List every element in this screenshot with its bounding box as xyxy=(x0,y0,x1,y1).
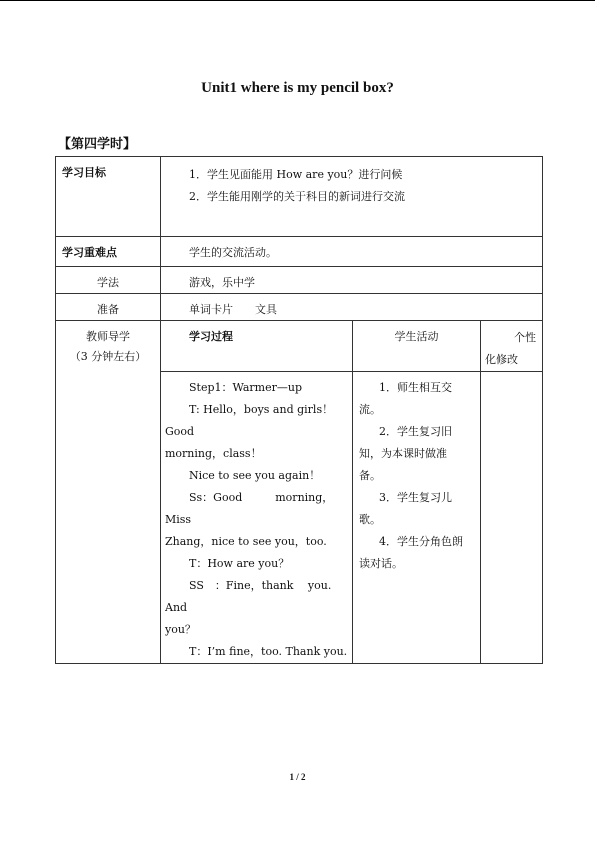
method-label: 学法 xyxy=(56,267,161,294)
section-heading: 【第四学时】 xyxy=(58,137,137,152)
objectives-content xyxy=(161,157,543,237)
page-number: 1 / 2 xyxy=(289,772,306,782)
process-line: you？ xyxy=(165,623,196,636)
preparation-label: 准备 xyxy=(56,294,161,321)
guide-label xyxy=(56,321,161,664)
top-rule xyxy=(0,0,595,1)
activity-line: 流。 xyxy=(359,403,381,416)
row-method xyxy=(56,267,543,294)
process-header: 学习过程 xyxy=(161,321,353,372)
row-key-points xyxy=(56,237,543,267)
activity-content xyxy=(353,372,481,664)
process-line: T：I’m fine，too. Thank you. xyxy=(189,645,348,658)
activity-line: 2．学生复习旧 xyxy=(379,425,452,438)
method-value: 游戏，乐中学 xyxy=(161,267,543,294)
process-line: SS ：Fine，thank you. And xyxy=(165,579,332,614)
personal-header xyxy=(481,321,543,372)
activity-line: 4．学生分角色朗 xyxy=(379,535,463,548)
personal-content xyxy=(481,372,543,664)
objectives-label: 学习目标 xyxy=(56,157,161,237)
activity-line: 备。 xyxy=(359,469,381,482)
activity-line: 1．师生相互交 xyxy=(379,381,452,394)
objective-item: 1．学生见面能用 How are you？进行问候 xyxy=(189,168,403,181)
process-content xyxy=(161,372,353,664)
process-line: Nice to see you again！ xyxy=(189,469,321,482)
row-preparation xyxy=(56,294,543,321)
process-line: Ss：Good morning，Miss xyxy=(165,491,334,526)
preparation-value: 单词卡片 文具 xyxy=(161,294,543,321)
objective-item: 2．学生能用刚学的关于科目的新词进行交流 xyxy=(189,190,405,203)
process-line: T: Hello，boys and girls！Good xyxy=(165,403,334,438)
activity-line: 歌。 xyxy=(359,513,381,526)
key-points-label: 学习重难点 xyxy=(56,237,161,267)
key-points-value: 学生的交流活动。 xyxy=(161,237,543,267)
activity-line: 3．学生复习儿 xyxy=(379,491,452,504)
personal-header-line: 个性 xyxy=(514,331,537,344)
process-line: T：How are you？ xyxy=(189,557,290,570)
personal-header-line: 化修改 xyxy=(485,353,518,366)
activity-header: 学生活动 xyxy=(353,321,481,372)
page-title: Unit1 where is my pencil box? xyxy=(201,80,394,96)
activity-line: 知，为本课时做准 xyxy=(359,447,447,460)
lesson-plan-table xyxy=(55,156,543,664)
row-objectives xyxy=(56,157,543,237)
process-line: morning，class！ xyxy=(165,447,262,460)
row-guide-header xyxy=(56,321,543,372)
activity-line: 读对话。 xyxy=(359,557,403,570)
process-line: Step1：Warmer—up xyxy=(189,381,302,394)
guide-label-line: （3 分钟左右） xyxy=(69,350,147,363)
process-line: Zhang，nice to see you，too. xyxy=(165,535,327,548)
guide-label-line: 教师导学 xyxy=(86,330,130,343)
